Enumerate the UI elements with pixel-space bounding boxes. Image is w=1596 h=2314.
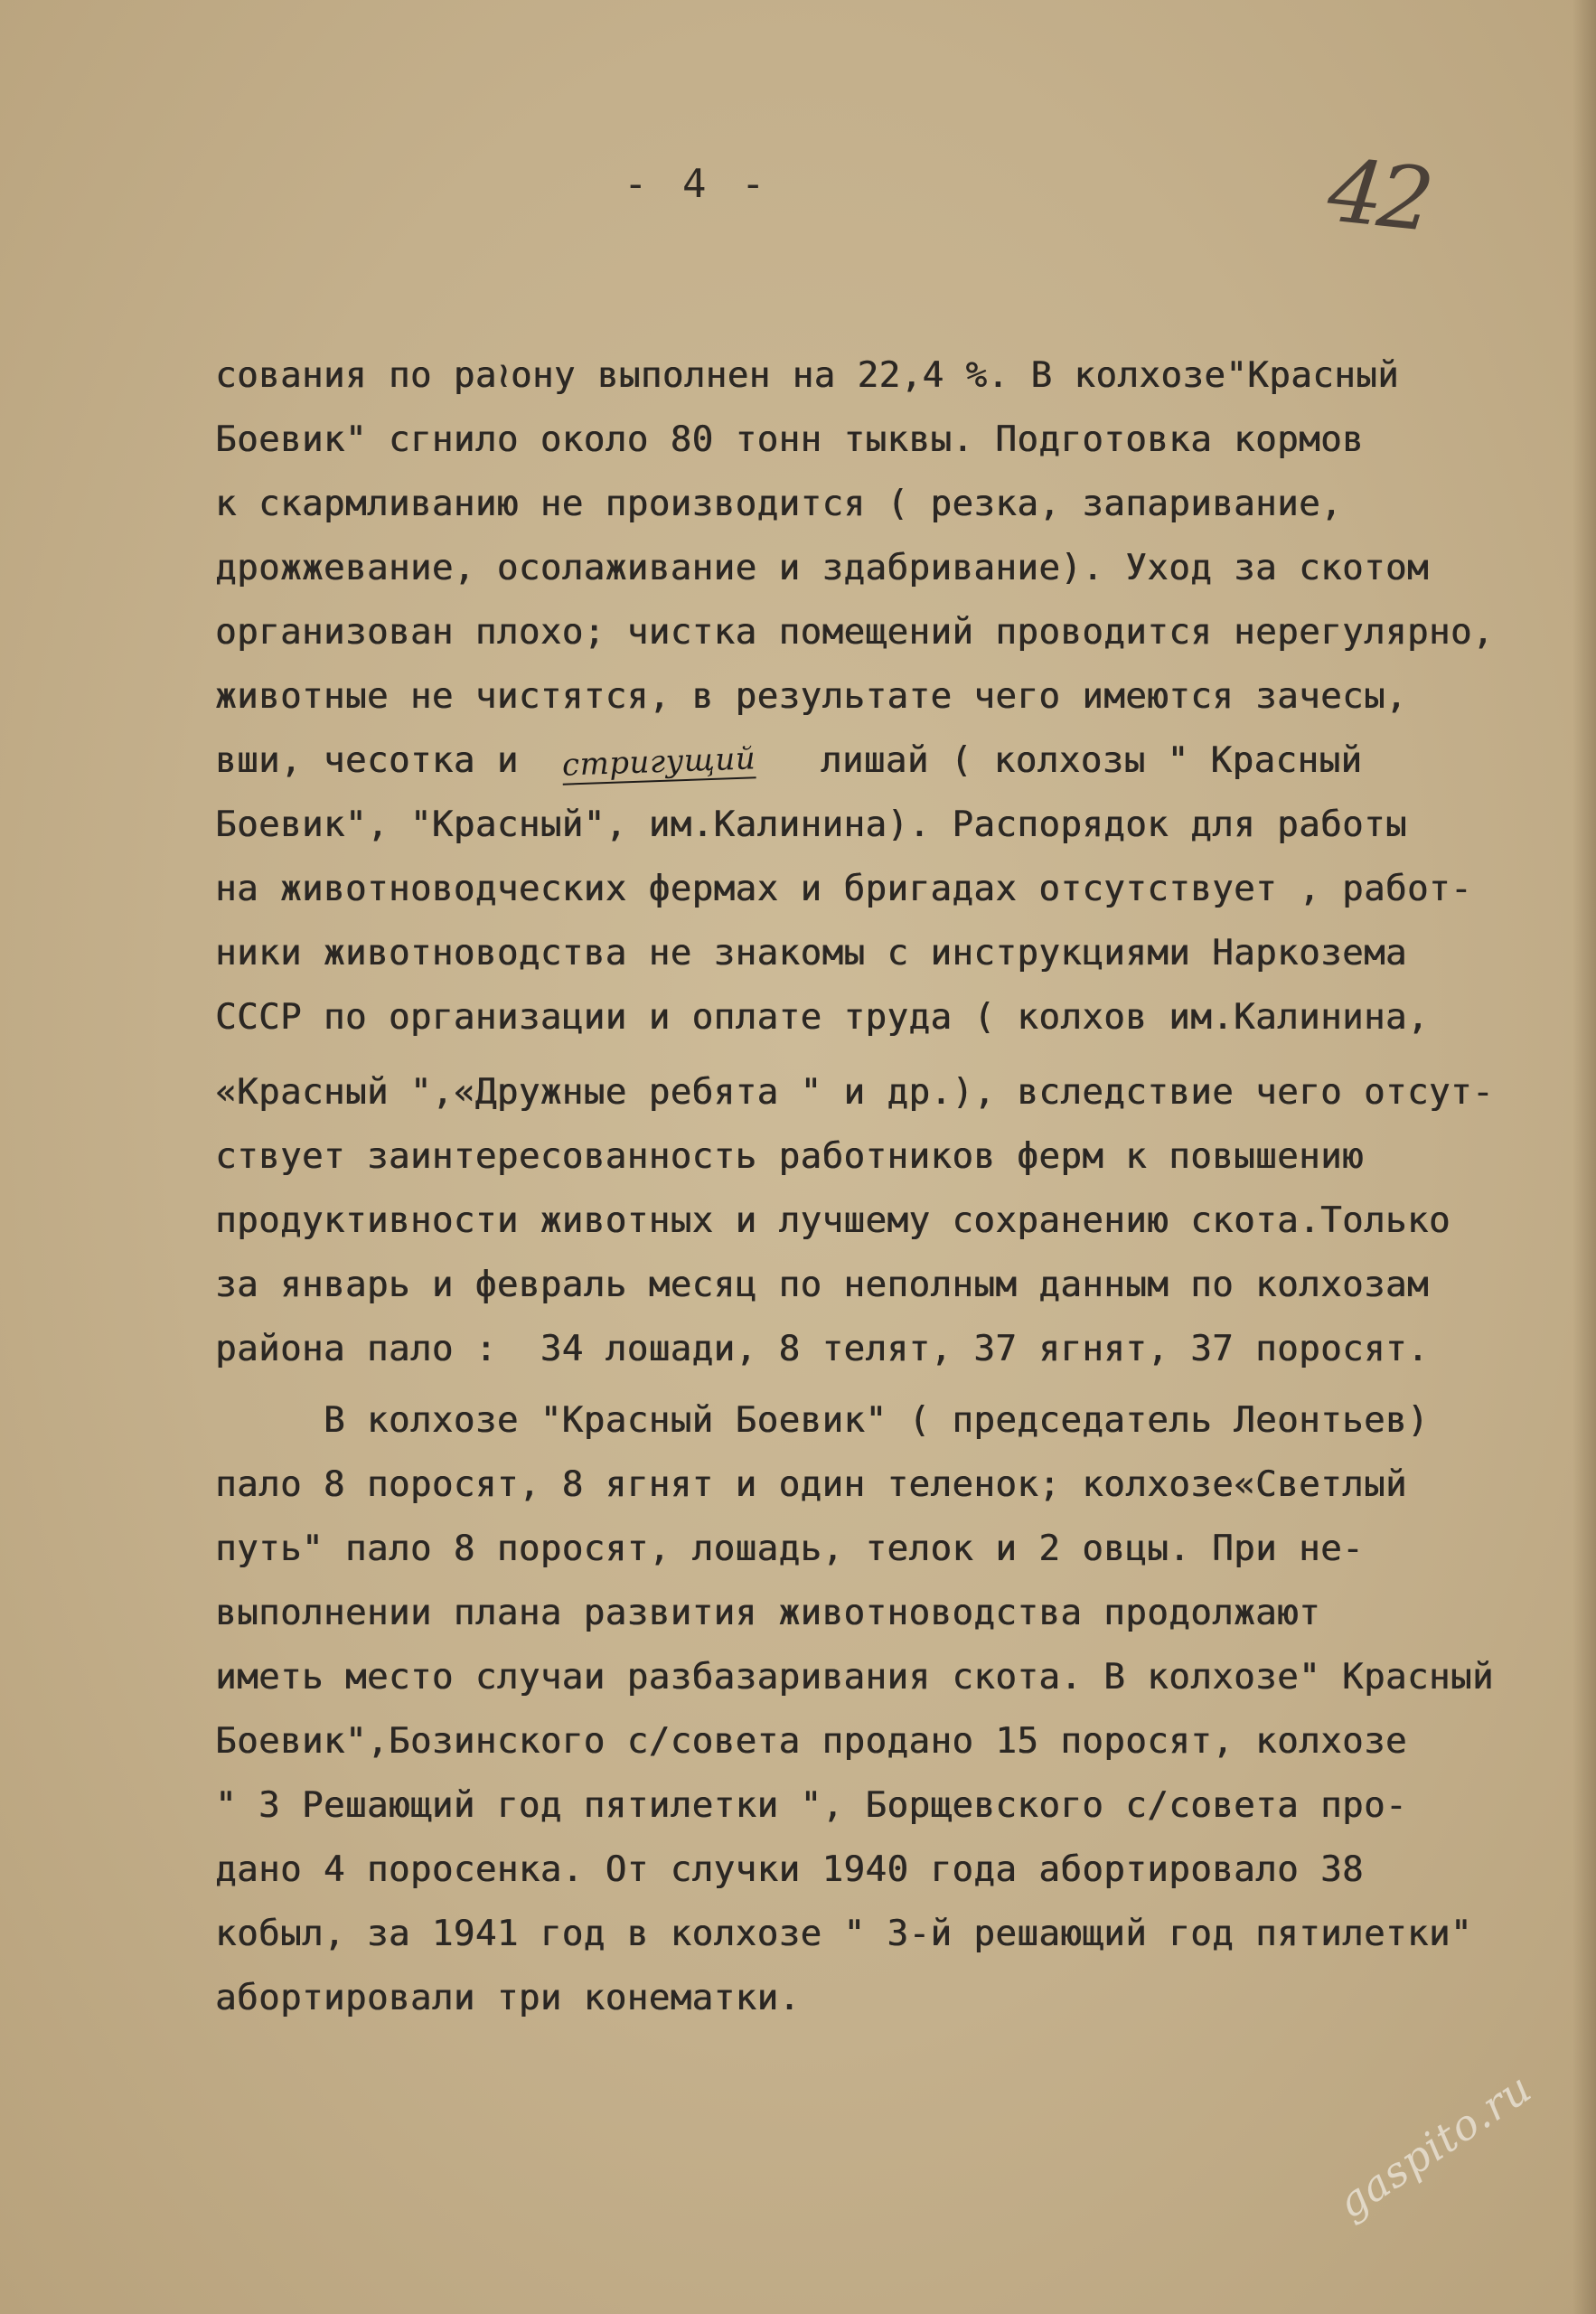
text-line: продуктивности животных и лучшему сохранению скота.Только [215, 1200, 1450, 1241]
text-fragment: вши, чесотка и [215, 740, 519, 781]
text-line: района пало : 34 лошади, 8 телят, 37 ягнят, 37 поросят. [215, 1329, 1429, 1369]
paragraph-start-line: В колхозе "Красный Боевик" ( председатель Леонтьев) [215, 1400, 1429, 1441]
text-line: организован плохо; чистка помещений проводится нерегулярно, [215, 612, 1494, 653]
site-watermark: gaspito.ru [1328, 2063, 1541, 2228]
text-line: пало 8 поросят, 8 ягнят и один теленок; колхозе«Светлый [215, 1464, 1407, 1505]
text-line: Боевик" сгнило около 80 тонн тыквы. Подготовка кормов [215, 419, 1364, 460]
text-line: абортировали три конематки. [215, 1978, 801, 2018]
text-line: " 3 Решающий год пятилетки ", Борщевского с/совета про- [215, 1785, 1407, 1826]
text-line: ники животноводства не знакомы с инструкциями Наркозема [215, 933, 1407, 974]
text-line: дрожжевание, осолаживание и здабривание). Уход за скотом [215, 548, 1429, 588]
text-line: дано 4 поросенка. От случки 1940 года абортировало 38 [215, 1849, 1364, 1890]
text-fragment: лишай ( колхозы " Красный [820, 740, 1363, 781]
text-line: СССР по организации и оплате труда ( колхов им.Калинина, [215, 997, 1429, 1038]
text-line-with-insert [215, 729, 1526, 793]
page-edge-shadow [1573, 0, 1596, 2314]
text-line: за январь и февраль месяц по неполным данным по колхозам [215, 1265, 1429, 1305]
text-line: Боевик",Бозинского с/совета продано 15 поросят, колхозе [215, 1721, 1407, 1762]
page-number: - 4 - [624, 161, 771, 207]
text-line: животные не чистятся, в результате чего имеются зачесы, [215, 676, 1407, 717]
text-line: ствует заинтересованность работников ферм к повышению [215, 1136, 1364, 1177]
text-line: на животноводческих фермах и бригадах отсутствует , работ- [215, 869, 1472, 909]
text-line: Боевик", "Красный", им.Калинина). Распорядок для работы [215, 804, 1407, 845]
text-line: сования по ра≀ону выполнен на 22,4 %. В колхозе"Красный [215, 355, 1400, 396]
text-line: путь" пало 8 поросят, лошадь, телок и 2 овцы. При не- [215, 1529, 1364, 1569]
text-line: иметь место случаи разбазаривания скота. В колхозе" Красный [215, 1657, 1494, 1698]
typed-text-body [215, 343, 1526, 2030]
handwritten-insert: стригущий [561, 740, 756, 784]
text-line: выполнении плана развития животноводства продолжают [215, 1593, 1320, 1633]
text-line: кобыл, за 1941 год в колхозе " 3-й решающий год пятилетки" [215, 1914, 1472, 1954]
archive-page-number: 42 [1323, 139, 1433, 251]
text-line: к скармливанию не производится ( резка, запаривание, [215, 484, 1342, 524]
text-line: «Красный ",«Дружные ребята " и др.), вследствие чего отсут- [215, 1072, 1494, 1113]
